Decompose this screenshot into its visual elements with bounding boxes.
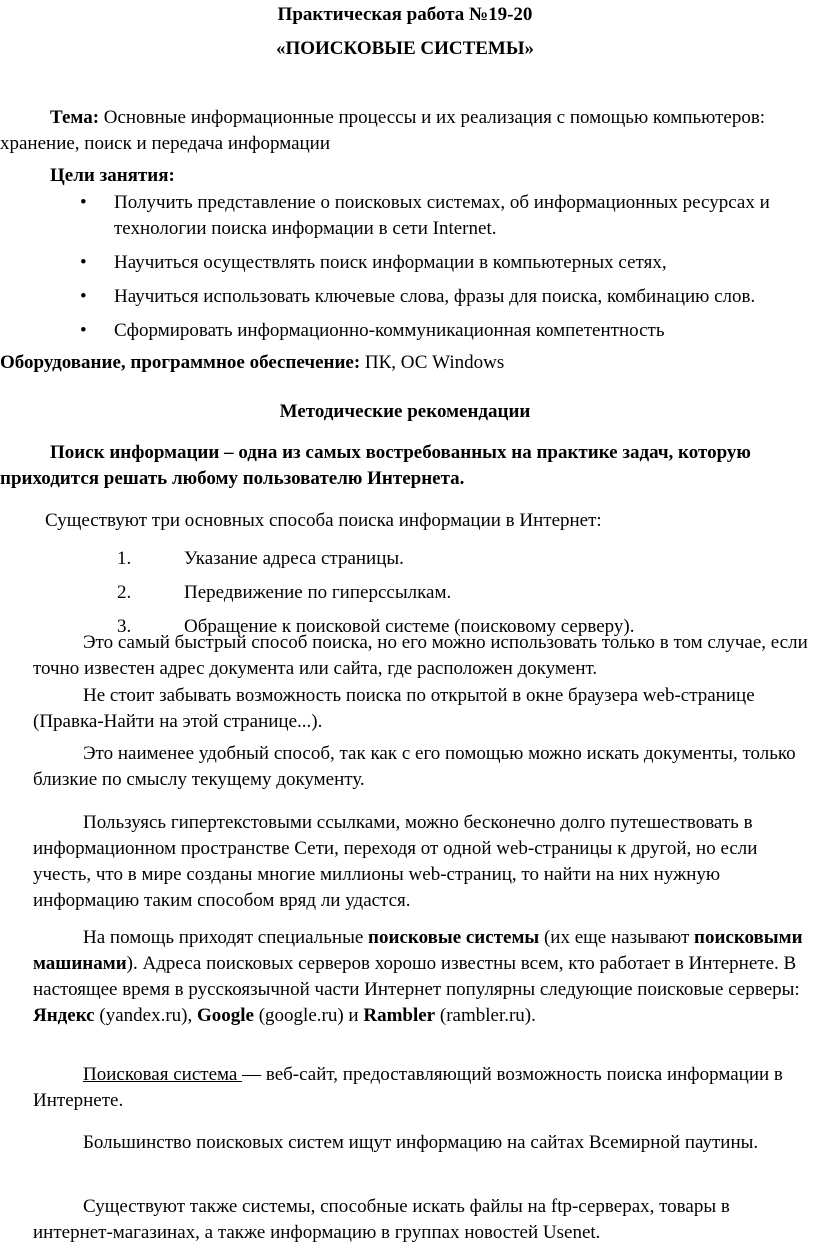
equipment-text: ПК, ОС Windows: [360, 352, 505, 373]
ways-intro: Существуют три основных способа поиска информации в Интернет:: [45, 510, 602, 531]
goals-list: [80, 190, 816, 352]
goal-item: • Научиться использовать ключевые слова, фразы для поиска, комбинацию слов.: [80, 284, 816, 310]
way-item: 1. Указание адреса страницы.: [117, 548, 404, 569]
goal-item: • Научиться осуществлять поиск информации в компьютерных сетях,: [80, 250, 816, 276]
term-search-systems: поисковые системы: [368, 927, 540, 948]
paragraph-4: Пользуясь гипертекстовыми ссылками, можно бесконечно долго путешествовать в информационном пространстве Сети, переходя от одной web-страницы к другой, но если учесть, что в мире созданы многие миллионы web-страниц, то найти на них нужную информацию таким способом вряд ли удастся.: [33, 812, 758, 911]
document-subtitle: «ПОИСКОВЫЕ СИСТЕМЫ»: [275, 38, 535, 59]
goals-label: Цели занятия:: [50, 165, 175, 186]
document-title: Практическая работа №19-20: [277, 4, 533, 25]
bullet-icon: •: [80, 286, 87, 307]
brand-google: Google: [196, 1005, 254, 1026]
paragraph-7: Большинство поисковых систем ищут информацию на сайтах Всемирной паутины.: [83, 1132, 759, 1153]
paragraph-3: Это наименее удобный способ, так как с его помощью можно искать документы, только близкие по смыслу текущему документу.: [33, 743, 796, 790]
goal-item: • Получить представление о поисковых системах, об информационных ресурсах и технологии поиска информации в сети Internet.: [80, 192, 770, 239]
equipment-label: Оборудование, программное обеспечение:: [0, 352, 361, 373]
brand-yandex: Яндекс: [33, 1005, 95, 1026]
method-heading: Методические рекомендации: [279, 401, 531, 422]
term-search-system: Поисковая система: [83, 1064, 243, 1085]
theme-paragraph: [0, 105, 810, 157]
method-bold-intro: Поиск информации – одна из самых востребованных на практике задач, которую приходится решать любому пользователю Интернета.: [0, 442, 751, 489]
paragraph-6: Поисковая система — веб-сайт, предоставляющий возможность поиска информации в Интернете.: [33, 1064, 783, 1111]
bullet-icon: •: [80, 192, 87, 213]
bullet-icon: •: [80, 320, 87, 341]
theme-text: Основные информационные процессы и их реализация с помощью компьютеров: хранение, поиск и передача информации: [0, 107, 766, 154]
paragraph-1: Это самый быстрый способ поиска, но его можно использовать только в том случае, если точно известен адрес документа или сайта, где расположен документ.: [33, 632, 808, 679]
goal-item: • Сформировать информационно-коммуникационная компетентность: [80, 318, 816, 344]
way-item: 3. Обращение к поисковой системе (поисковому серверу).: [117, 616, 635, 637]
equipment-paragraph: [0, 350, 810, 376]
paragraph-5: На помощь приходят специальные поисковые системы (их еще называют поисковыми машинами). Адреса поисковых серверов хорошо известны всем, кто работает в Интернете. В настоящее время в русскоязычной части Интернет популярны следующие поисковые серверы: Яндекс (yandex.ru), Google (google.ru) и Rambler (rambler.ru).: [33, 927, 803, 1026]
way-item: 2. Передвижение по гиперссылкам.: [117, 582, 452, 603]
paragraph-8: Существуют также системы, способные искать файлы на ftp-серверах, товары в интернет-магазинах, а также информацию в группах новостей Usenet.: [33, 1196, 730, 1243]
theme-label: Тема:: [50, 107, 100, 128]
term-search-machines: поисковыми машинами: [33, 927, 803, 974]
paragraph-2: Не стоит забывать возможность поиска по открытой в окне браузера web-странице (Правка-Найти на этой странице...).: [33, 685, 755, 732]
brand-rambler: Rambler: [363, 1005, 436, 1026]
bullet-icon: •: [80, 252, 87, 273]
